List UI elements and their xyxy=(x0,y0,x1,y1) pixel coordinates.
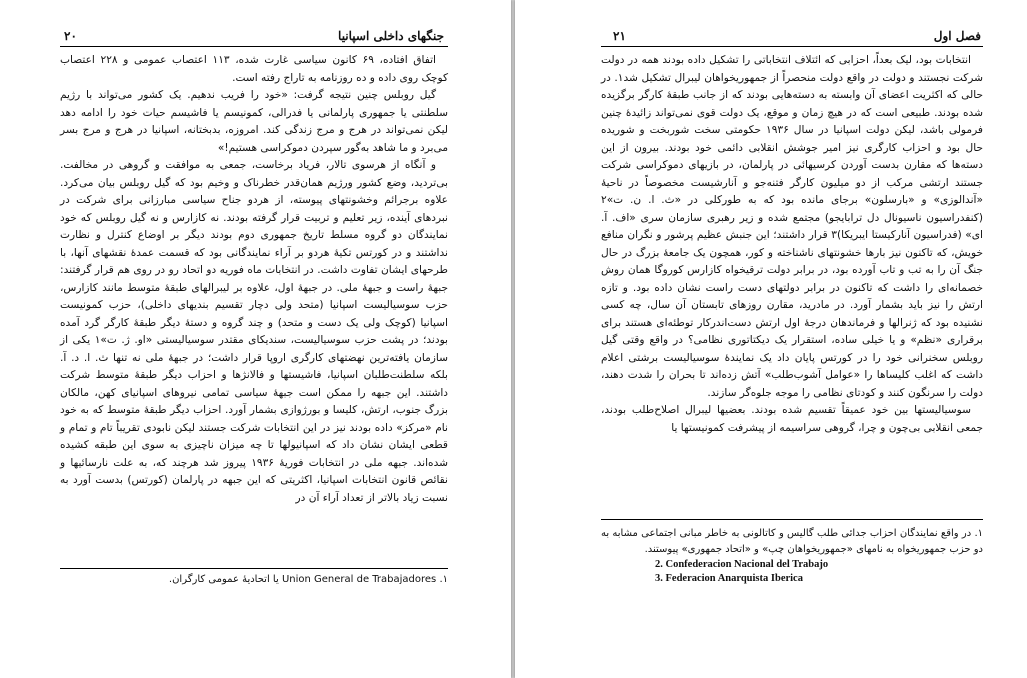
right-page xyxy=(515,0,1027,678)
paragraph: انتخابات بود، لیک بعداً، احزابی که ائتلاف انتخاباتی را تشکیل داده بودند همه در دولت شرکت نجستند و دولت در واقع دولت منحصراً از جمهوریخواهان لیبرال تشکیل شد۱. در حالی که اکثریت اعضای آن وابسته به دسته‌هایی بودند که از جانب طبقهٔ کارگر برگزیده شده بودند. طبیعی است که در هیچ زمان و موقع، یک دولت قوی نمی‌تواند زائیدهٔ چنین فرمولی باشد، لیکن دولت اسپانیا در سال ۱۹۳۶ حکومتی سخت شوربخت و شوریده حال بود و احزاب کارگری نیز امیر جوشش انقلابی دائمی خود بودند. بیرون از این دسته‌ها که مقارن بدست آوردن کرسیهائی در پارلمان، در بازیهای دموکراسی شرکت جستند ارتشی مرکب از دو میلیون کارگر فتنه‌جو و آنارشیست مخصوصاً در ناحیهٔ «آندالوزی» و «بارسلون» برجای مانده بود که به طورکلی در «ث. ا. ن. ت»۲ (کنفدراسیون ناسیونال دل ترابایجو) مجتمع شده و زیر رهبری سازمان سری «اف. آ. ای» (فدراسیون آنارکیستا ایبریکا)۳ قرار داشتند؛ این جنبش عظیم پرشور و نگران منافع خویش، که تاکنون نیز بارها خشونتهای ناشناخته و کور، همچون یک جامعهٔ بزرگ در حال جنگ آن را به تب و تاب آورده بود، در برابر دولت ترقیخواه کازارس کوروگا همان روش خصمانه‌ای را داشت که تاکنون در برابر دولتهای دست راست نشان داده بود. و تازه ارتش را نیز باید بشمار آورد. در مادرید، مقارن روزهای تابستان آن سال، چه کسی نشنیده بود که ژنرالها و فرماندهان درجهٔ اول ارتش دست‌اندرکار توطئه‌ای هستند برای برقراری «نظم» و یا خیلی ساده، استقرار یک دیکتاتوری نظامی؟ در واقع وقتی گیل روبلس سخنرانی خود را در کورتس پایان داد یک نمایندهٔ سوسیالیست برشتی اعلام داشت که اغلب کلیساها را «عوامل آشوب‌طلب» آتش زده‌اند تا بحران را شدت دهند، دولت را سرنگون کنند و کودتای نظامی را موجه جلوه‌گر سازند. xyxy=(601,54,983,399)
footnote-latin: 2. Confederacion Nacional del Trabajo xyxy=(655,559,829,570)
right-running-head xyxy=(601,28,983,47)
left-footnote-rule xyxy=(60,568,448,569)
right-footnotes xyxy=(601,526,983,586)
right-running-title: فصل اول xyxy=(933,29,981,43)
left-footnotes xyxy=(60,572,448,588)
left-body-text xyxy=(60,52,448,507)
left-running-head xyxy=(60,28,448,47)
left-page-number: ۲۰ xyxy=(64,29,77,43)
left-running-title: جنگهای داخلی اسپانیا xyxy=(338,29,444,43)
left-page xyxy=(0,0,511,678)
paragraph: اتفاق افتاده، ۶۹ کانون سیاسی غارت شده، ۱۱۳ اعتصاب عمومی و ۲۲۸ اعتصاب کوچک روی داده و ده روزنامه به تاراج رفته است. xyxy=(60,54,448,84)
footnote: ۱. در واقع نمایندگان احزاب جدائی طلب گالیس و کاتالونی به خاطر مبانی اجتماعی مشابه به دو حزب جمهوریخواه به نامهای «جمهوریخواهان چپ» و «اتحاد جمهوری» پیوستند. xyxy=(601,528,983,555)
footnote-latin: 3. Federacion Anarquista Iberica xyxy=(655,573,803,584)
paragraph: سوسیالیستها بین خود عمیقاً تقسیم شده بودند. بعضیها لیبرال اصلاح‌طلب بودند، جمعی انقلابی بی‌چون و چرا، گروهی سراسیمه از پیشرفت کمونیستها یا xyxy=(601,404,983,434)
right-body-text xyxy=(601,52,983,437)
right-page-number: ۲۱ xyxy=(613,29,626,43)
right-footnote-rule xyxy=(601,519,983,520)
footnote: ۱. Union General de Trabajadores یا اتحادیهٔ عمومی کارگران. xyxy=(168,574,448,585)
paragraph: گیل روبلس چنین نتیجه گرفت: «خود را فریب ندهیم. یک کشور می‌تواند با رژیم سلطنتی یا جمهوری پارلمانی یا فدرالی، کمونیسم یا فاشیسم حیات خود را ادامه دهد لیکن نمی‌تواند در هرج و مرج زندگی کند. امروزه، بدبختانه، اسپانیا در هرج و مرج بسر می‌برد و ما شاهد به‌گور سپردن دموکراسی هستیم!» xyxy=(60,89,448,154)
paragraph: و آنگاه از هرسوی تالار، فریاد برخاست، جمعی به موافقت و گروهی در مخالفت. بی‌تردید، وضع کشور ورژیم همان‌قدر خطرناک و وخیم بود که گیل روبلس بیان می‌کرد. علاوه برجرائم وخشونتهای پیوسته، از هردو جناح سیاسی مبارزانی برای شرکت در نبردهای آینده، زیر تعلیم و تربیت قرار گرفته بودند. نه کازارس و نه گیل روبلس که خود نمایندگان دو گروه مسلط تاریخ جمهوری دوم بودند دیگر بر اوضاع کنترل و نظارت نداشتند و در کورتس تکیهٔ هردو بر آراء نمایندگانی بود که قسمت عمدهٔ نقشهای آنها، با طرحهای ایشان تفاوت داشت. در انتخابات ماه فوریه دو اتحاد رو در روی هم قرار گرفتند: جبههٔ راست و جبههٔ ملی. در جبههٔ اول، علاوه بر لیبرالهای طبقهٔ متوسط مانند کازارس، حزب سوسیالیست اسپانیا (متحد ولی دچار تقسیم بندیهای داخلی)، حزب کمونیست اسپانیا (کوچک ولی یک دست و متحد) و چند گروه و دستهٔ دیگر طبقهٔ کارگر گرد آمده بودند؛ در پشت حزب سوسیالیست، سندیکای مقتدر سوسیالیستی «او. ژ. ت»۱ یکی از سازمان یافته‌ترین نهضتهای کارگری اروپا قرار داشت؛ در جبههٔ ملی نه تنها ث. ا. د. آ. بلکه سلطنت‌طلبان اسپانیا، فاشیستها و فالانژها و احزاب دیگر طبقهٔ متوسط شرکت داشتند. این جبهه را ممکن است جبههٔ سیاسی تمامی نیروهای اسپانیای کهن، مالکان بزرگ جنوب، ارتش، کلیسا و بورژوازی بشمار آورد. احزاب دیگر طبقهٔ متوسط که به خود نام «مرکز» داده بودند نیز در این انتخابات شرکت جستند لیکن نابودی تقریباً تام و تمام و قطعی ایشان نشان داد که اسپانیولها تا چه میزان ناچیزی به سوی این طبقه کشیده شده‌اند. جبهه ملی در انتخابات فوریهٔ ۱۹۳۶ پیروز شد هرچند که، به علت نارسائیها و نقائص قانون انتخابات اسپانیا، اکثریتی که این جبهه در پارلمان (کورتس) بدست آورد به نسبت زیاد بالاتر از تعداد آراء آن در xyxy=(60,159,449,504)
